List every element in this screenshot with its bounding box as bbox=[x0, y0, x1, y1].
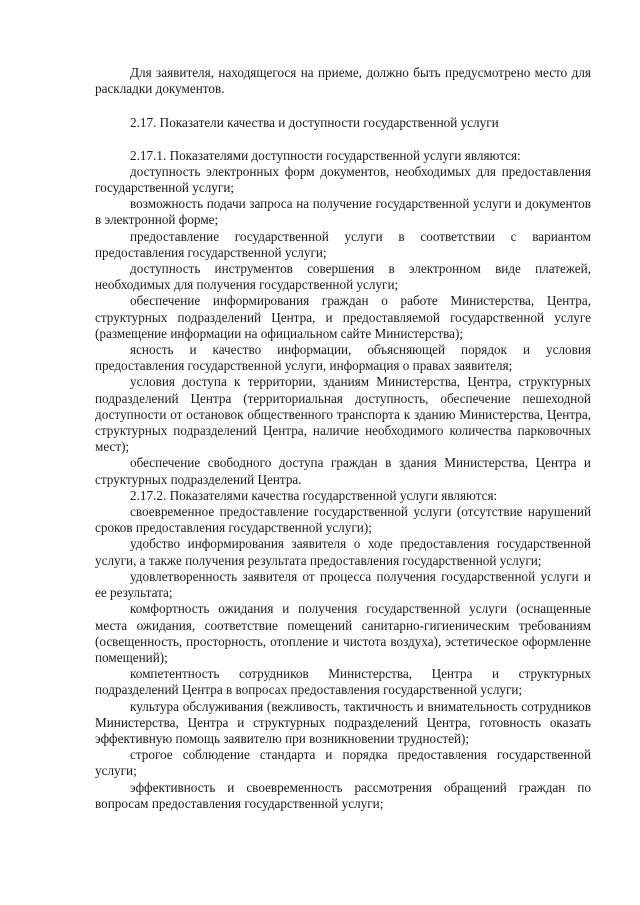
paragraph: эффективность и своевременность рассмотрения обращений граждан по вопросам предоставления государственной услуги; bbox=[95, 779, 591, 811]
paragraph: обеспечение информирования граждан о работе Министерства, Центра, структурных подразделений Центра, и предоставляемой государственной услуге (размещение информации на официальном сайте Министерства); bbox=[95, 293, 591, 341]
paragraph: 2.17.2. Показателями качества государственной услуги являются: bbox=[130, 487, 498, 503]
paragraph: культура обслуживания (вежливость, тактичность и внимательность сотрудников Министерства, Центра и структурных подразделений Центра, готовность оказать эффективную помощь заявителю при возникновении трудностей); bbox=[95, 698, 591, 746]
paragraph: своевременное предоставление государственной услуги (отсутствие нарушений сроков предоставления государственной услуги); bbox=[95, 504, 591, 536]
paragraph: обеспечение свободного доступа граждан в здания Министерства, Центра и структурных подразделений Центра. bbox=[95, 455, 591, 487]
paragraph: предоставление государственной услуги в соответствии с вариантом предоставления государственной услуги; bbox=[95, 228, 591, 260]
paragraph: доступность инструментов совершения в электронном виде платежей, необходимых для получения государственной услуги; bbox=[95, 261, 591, 293]
paragraph: возможность подачи запроса на получение государственной услуги и документов в электронной форме; bbox=[95, 196, 591, 228]
section-heading: 2.17. Показатели качества и доступности государственной услуги bbox=[130, 115, 499, 131]
paragraph: 2.17.1. Показателями доступности государственной услуги являются: bbox=[130, 147, 521, 163]
paragraph: доступность электронных форм документов, необходимых для предоставления государственной услуги; bbox=[95, 163, 591, 196]
paragraph: удобство информирования заявителя о ходе предоставления государственной услуги, а также получения результата предоставления государственной услуги; bbox=[95, 536, 591, 568]
paragraph: компетентность сотрудников Министерства, Центра и структурных подразделений Центра в вопросах предоставления государственной услуги; bbox=[95, 666, 591, 698]
paragraph: Для заявителя, находящегося на приеме, должно быть предусмотрено место для раскладки документов. bbox=[95, 65, 591, 97]
paragraph: строгое соблюдение стандарта и порядка предоставления государственной услуги; bbox=[95, 747, 591, 779]
paragraph: комфортность ожидания и получения государственной услуги (оснащенные места ожидания, соответствие помещений санитарно-гигиеническим требованиям (освещенность, просторность, отопление и чистота воздуха), эстетическое оформление помещений); bbox=[95, 601, 591, 665]
document-body bbox=[95, 65, 591, 812]
paragraph: условия доступа к территории, зданиям Министерства, Центра, структурных подразделений Центра (территориальная доступность, обеспечение пешеходной доступности от остановок общественного транспорта к зданию Министерства, Центра, структурных подразделений Центра, наличие необходимого количества парковочных мест); bbox=[95, 374, 591, 455]
paragraph: удовлетворенность заявителя от процесса получения государственной услуги и ее результата; bbox=[95, 568, 591, 601]
paragraph: ясность и качество информации, объясняющей порядок и условия предоставления государственной услуги, информация о правах заявителя; bbox=[95, 342, 591, 374]
